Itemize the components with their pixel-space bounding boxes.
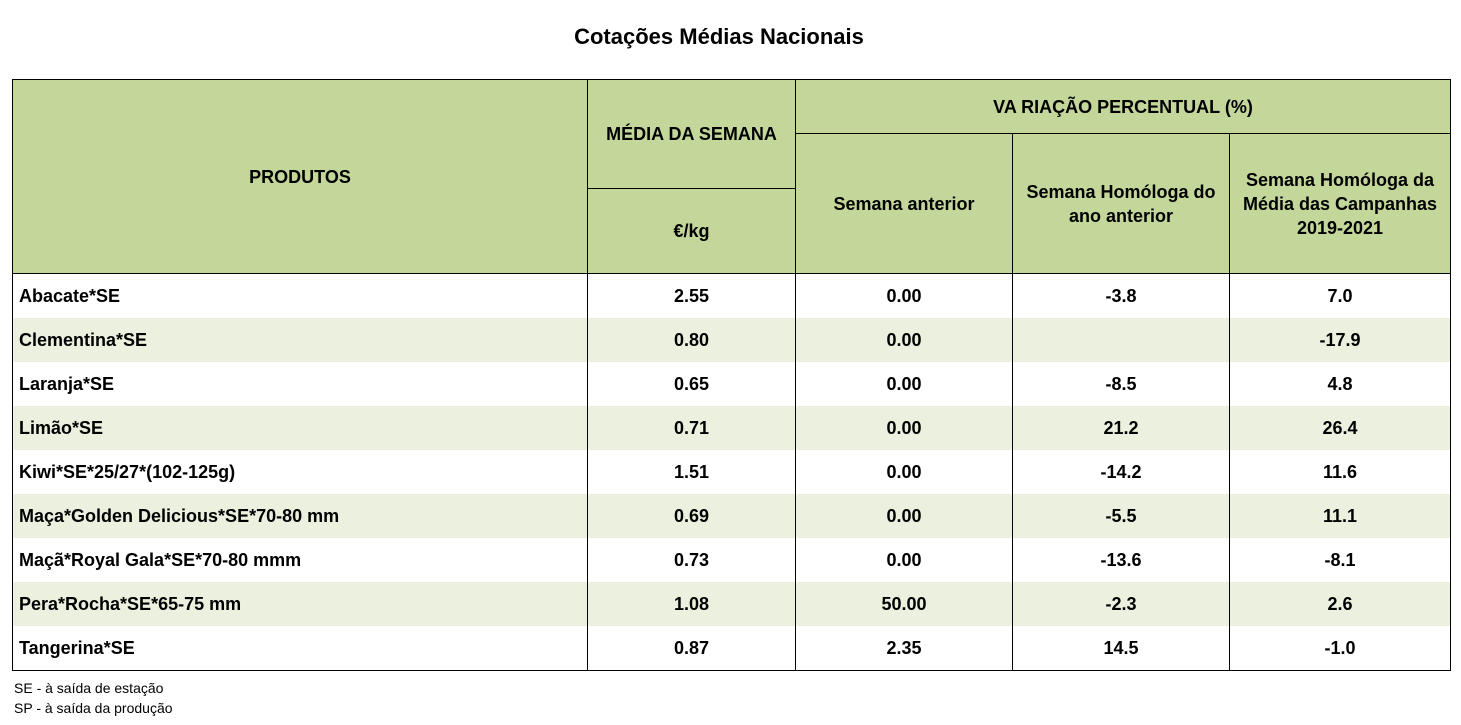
header-semana-anterior: Semana anterior bbox=[796, 134, 1013, 274]
cell-semana-anterior: 0.00 bbox=[796, 450, 1013, 494]
table-row bbox=[13, 362, 1451, 406]
cell-homologa-media: -1.0 bbox=[1230, 626, 1451, 671]
cell-product: Limão*SE bbox=[13, 406, 588, 450]
cell-media: 0.65 bbox=[588, 362, 796, 406]
cell-homologa-media: 2.6 bbox=[1230, 582, 1451, 626]
cell-semana-anterior: 2.35 bbox=[796, 626, 1013, 671]
cell-product: Laranja*SE bbox=[13, 362, 588, 406]
cell-semana-anterior: 0.00 bbox=[796, 494, 1013, 538]
cell-product: Kiwi*SE*25/27*(102-125g) bbox=[13, 450, 588, 494]
cell-semana-anterior: 50.00 bbox=[796, 582, 1013, 626]
cell-homologa-media: 11.6 bbox=[1230, 450, 1451, 494]
cell-homologa-ano: 21.2 bbox=[1013, 406, 1230, 450]
table-row bbox=[13, 626, 1451, 671]
header-variacao: VA RIAÇÃO PERCENTUAL (%) bbox=[796, 80, 1451, 134]
cell-homologa-ano: -14.2 bbox=[1013, 450, 1230, 494]
cell-homologa-media: -17.9 bbox=[1230, 318, 1451, 362]
quotes-table bbox=[12, 79, 1451, 671]
cell-homologa-ano: -3.8 bbox=[1013, 274, 1230, 319]
table-row bbox=[13, 450, 1451, 494]
cell-product: Abacate*SE bbox=[13, 274, 588, 319]
cell-homologa-ano: -13.6 bbox=[1013, 538, 1230, 582]
cell-product: Clementina*SE bbox=[13, 318, 588, 362]
cell-semana-anterior: 0.00 bbox=[796, 274, 1013, 319]
header-homologa-ano: Semana Homóloga do ano anterior bbox=[1013, 134, 1230, 274]
footnote-se: SE - à saída de estação bbox=[14, 680, 164, 696]
cell-media: 2.55 bbox=[588, 274, 796, 319]
cell-semana-anterior: 0.00 bbox=[796, 318, 1013, 362]
cell-homologa-ano: -2.3 bbox=[1013, 582, 1230, 626]
cell-media: 0.87 bbox=[588, 626, 796, 671]
cell-homologa-media: -8.1 bbox=[1230, 538, 1451, 582]
table-row bbox=[13, 406, 1451, 450]
cell-product: Maça*Golden Delicious*SE*70-80 mm bbox=[13, 494, 588, 538]
cell-homologa-ano: 14.5 bbox=[1013, 626, 1230, 671]
table-row bbox=[13, 274, 1451, 319]
cell-semana-anterior: 0.00 bbox=[796, 538, 1013, 582]
cell-media: 1.51 bbox=[588, 450, 796, 494]
header-produtos: PRODUTOS bbox=[13, 80, 588, 274]
cell-media: 1.08 bbox=[588, 582, 796, 626]
header-homologa-media: Semana Homóloga da Média das Campanhas 2019-2021 bbox=[1230, 134, 1451, 274]
cell-product: Tangerina*SE bbox=[13, 626, 588, 671]
cell-product: Maçã*Royal Gala*SE*70-80 mmm bbox=[13, 538, 588, 582]
cell-semana-anterior: 0.00 bbox=[796, 362, 1013, 406]
cell-homologa-ano: -8.5 bbox=[1013, 362, 1230, 406]
cell-homologa-media: 11.1 bbox=[1230, 494, 1451, 538]
cell-homologa-media: 4.8 bbox=[1230, 362, 1451, 406]
header-unit: €/kg bbox=[588, 189, 796, 274]
table-row bbox=[13, 538, 1451, 582]
cell-semana-anterior: 0.00 bbox=[796, 406, 1013, 450]
table-row bbox=[13, 318, 1451, 362]
header-media-semana: MÉDIA DA SEMANA bbox=[588, 80, 796, 189]
table-row bbox=[13, 494, 1451, 538]
cell-homologa-ano: -5.5 bbox=[1013, 494, 1230, 538]
cell-homologa-media: 7.0 bbox=[1230, 274, 1451, 319]
footnotes bbox=[14, 678, 173, 718]
cell-media: 0.80 bbox=[588, 318, 796, 362]
cell-media: 0.71 bbox=[588, 406, 796, 450]
page-title: Cotações Médias Nacionais bbox=[574, 24, 864, 49]
cell-homologa-ano bbox=[1013, 318, 1230, 362]
cell-media: 0.73 bbox=[588, 538, 796, 582]
table-row bbox=[13, 582, 1451, 626]
cell-product: Pera*Rocha*SE*65-75 mm bbox=[13, 582, 588, 626]
footnote-sp: SP - à saída da produção bbox=[14, 700, 173, 716]
cell-homologa-media: 26.4 bbox=[1230, 406, 1451, 450]
cell-media: 0.69 bbox=[588, 494, 796, 538]
